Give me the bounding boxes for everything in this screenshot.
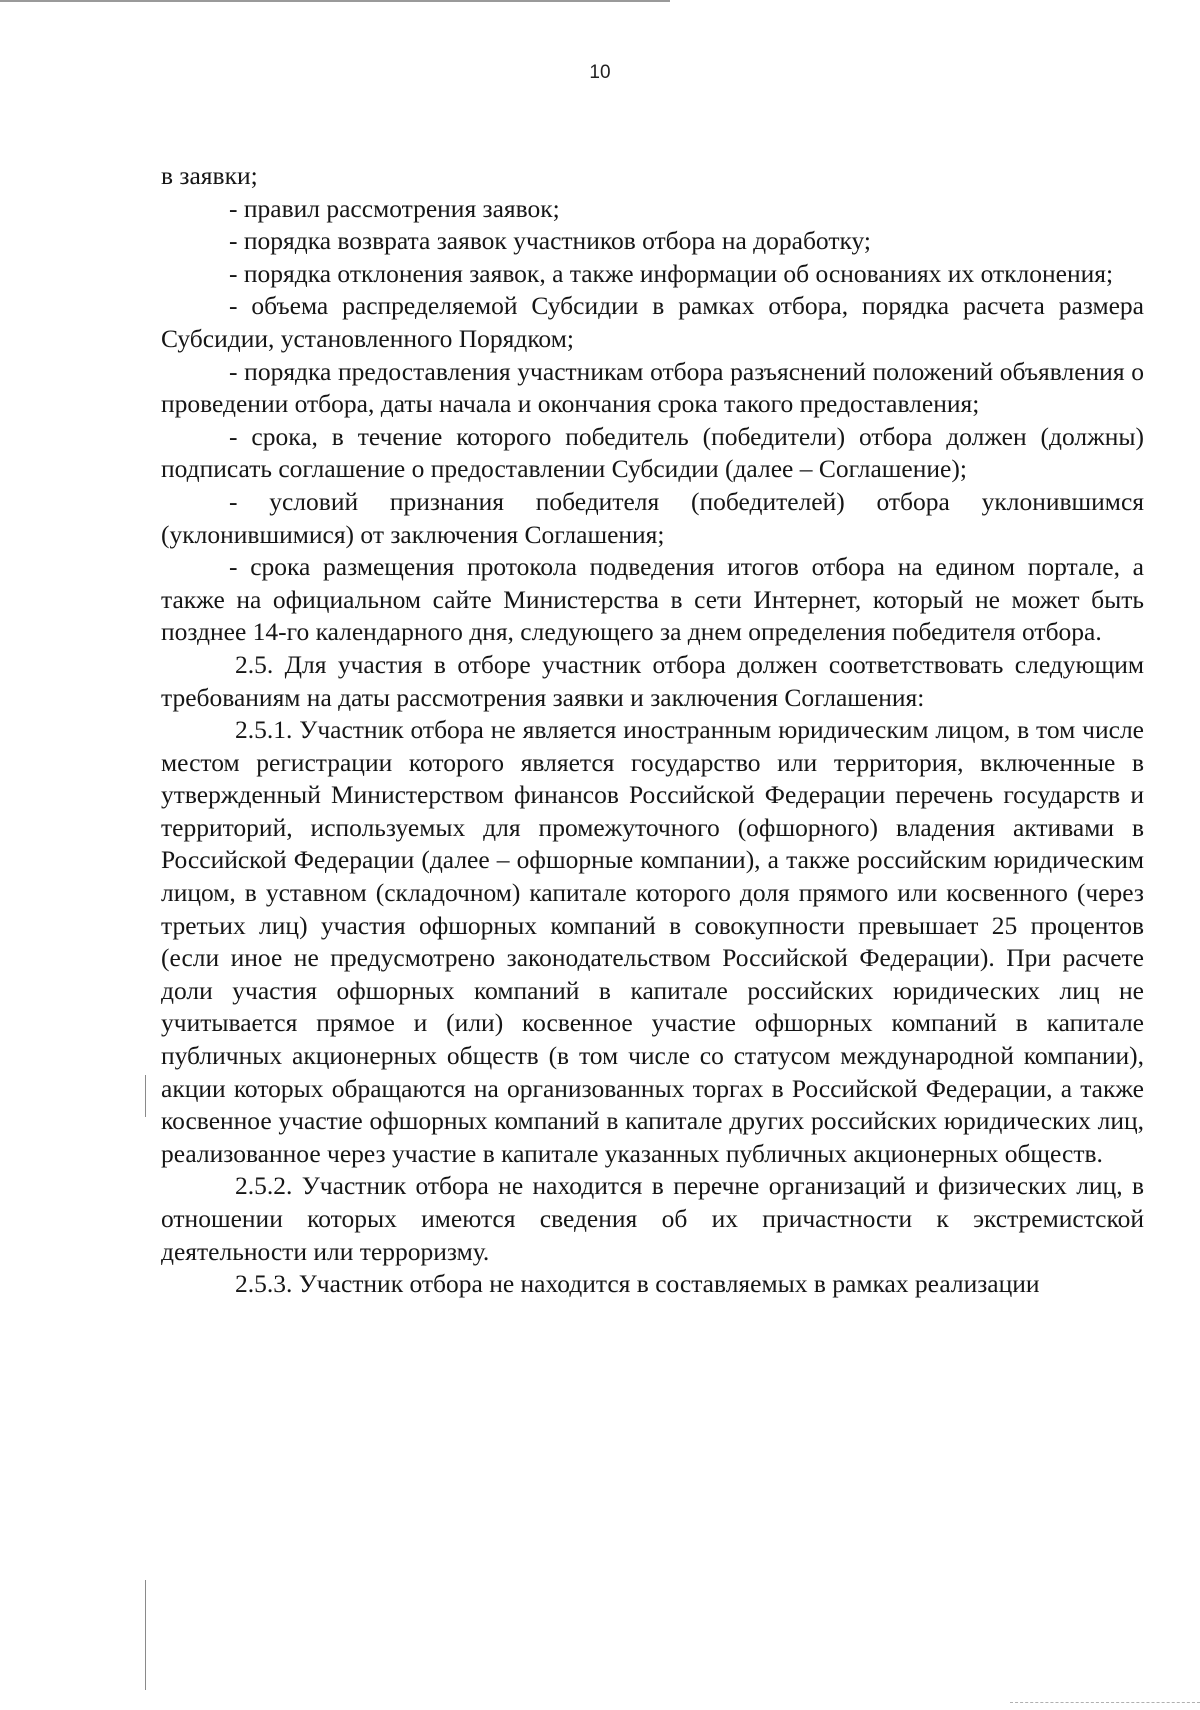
list-item: - порядка предоставления участникам отбора разъяснений положений объявления о проведении отбора, даты начала и окончания срока такого предоставления;: [161, 356, 1144, 419]
clause-2-5: 2.5. Для участия в отборе участник отбора должен соответствовать следующим требованиям на даты рассмотрения заявки и заключения Соглашения:: [161, 649, 1144, 712]
clause-2-5-3: 2.5.3. Участник отбора не находится в составляемых в рамках реализации: [235, 1269, 1040, 1299]
list-item: - правил рассмотрения заявок;: [229, 193, 560, 223]
paragraph: в заявки;: [161, 161, 258, 190]
document-body: [161, 160, 1144, 1301]
scan-mark: [145, 1580, 146, 1690]
scan-edge-top: [0, 0, 670, 2]
list-item: - порядка возврата заявок участников отбора на доработку;: [229, 226, 872, 256]
list-item: - условий признания победителя (победителей) отбора уклонившимся (уклонившимися) от заключения Соглашения;: [161, 486, 1144, 549]
list-item: - срока, в течение которого победитель (победители) отбора должен (должны) подписать соглашение о предоставлении Субсидии (далее – Соглашение);: [161, 421, 1144, 484]
clause-2-5-2: 2.5.2. Участник отбора не находится в перечне организаций и физических лиц, в отношении которых имеются сведения об их причастности к экстремистской деятельности или терроризму.: [161, 1171, 1144, 1266]
scan-mark: [145, 1075, 146, 1117]
scan-edge-bottom: [1010, 1702, 1200, 1704]
list-item: - срока размещения протокола подведения итогов отбора на едином портале, а также на официальном сайте Министерства в сети Интернет, который не может быть позднее 14-го календарного дня, следующего за днем определения победителя отбора.: [161, 552, 1144, 647]
list-item: - объема распределяемой Субсидии в рамках отбора, порядка расчета размера Субсидии, установленного Порядком;: [161, 291, 1144, 353]
list-item: - порядка отклонения заявок, а также информации об основаниях их отклонения;: [229, 258, 1114, 288]
clause-2-5-1: 2.5.1. Участник отбора не является иностранным юридическим лицом, в том числе местом регистрации которого является государство или территория, включенные в утвержденный Министерством финансов Российской Федерации перечень государств и территорий, используемых для промежуточного (офшорного) владения активами в Российской Федерации (далее – офшорные компании), а также российским юридическим лицом, в уставном (складочном) капитале которого доля прямого или косвенного (через третьих лиц) участия офшорных компаний в совокупности превышает 25 процентов (если иное не предусмотрено законодательством Российской Федерации). При расчете доли участия офшорных компаний в капитале российских юридических лиц не учитывается прямое и (или) косвенное участие офшорных компаний в капитале публичных акционерных обществ (в том числе со статусом международной компании), акции которых обращаются на организованных торгах в Российской Федерации, а также косвенное участие офшорных компаний в капитале других российских юридических лиц, реализованное через участие в капитале указанных публичных акционерных обществ.: [161, 715, 1144, 1168]
page-number: 10: [589, 62, 611, 83]
